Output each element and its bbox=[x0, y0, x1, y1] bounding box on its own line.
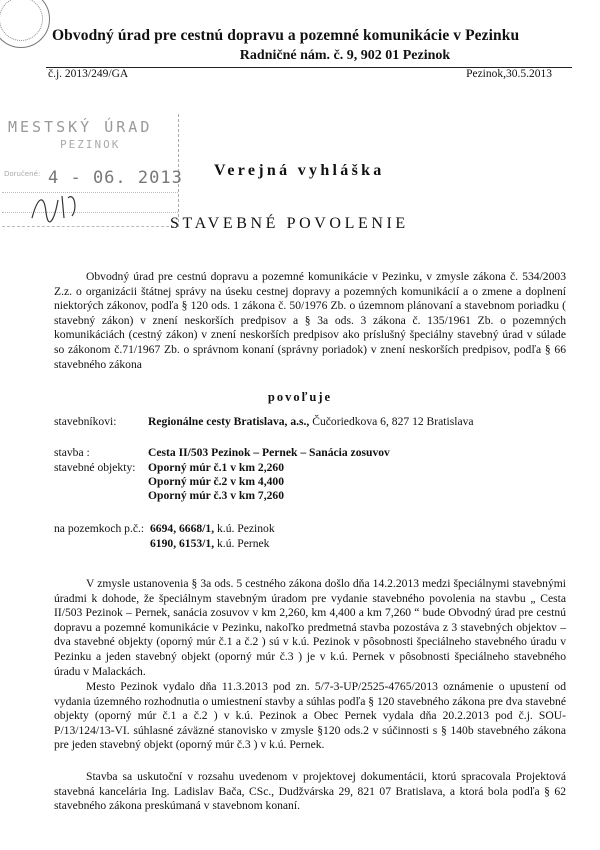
parcel-row bbox=[150, 522, 275, 535]
intro-text: Obvodný úrad pre cestnú dopravu a pozemné komunikácie v Pezinku, v zmysle zákona č. 534/2003 Z.z. o organizácii štátnej správy na úseku cestnej dopravy a pozemných komunikácií a o zmene a doplnení niektorých zákonov, podľa § 120 ods. 1 zákona č. 50/1976 Zb. o územnom plánovaní a stavebnom poriadku ( stavebný zákon) v znení neskorších predpisov a § 3a ods. 3 zákona č. 135/1961 Zb. o pozemných komunikáciách (cestný zákon) v znení neskorších predpisov ako príslušný špeciálny stavebný úrad v súlade so zákonom č.71/1967 Zb. o správnom konaní (správny poriadok) v znení neskorších predpisov, podľa § 66 stavebného zákona bbox=[54, 270, 566, 371]
reference-number: č.j. 2013/249/GA bbox=[48, 68, 129, 80]
body-text: V zmysle ustanovenia § 3a ods. 5 cestného zákona došlo dňa 14.2.2013 medzi špeciálnymi stavebnými úradmi k dohode, že špeciálnym stavebným úradom pre vydanie stavebného povolenia na stavbu „ Cesta II/503 Pezinok – Pernek, sanácia zosuvov v km 2,260, km 4,400 a km 7,260 “ bude Obvodný úrad pre cestnú dopravu a pozemné komunikácie v Pezinku, nakoľko predmetná stavba pozostáva z 3 stavebných objektov – dva stavebné objekty (oporný múr č.1 a č.2 ) sú v k.ú. Pezinok v pôsobnosti špeciálneho stavebného úradu v Pezinku a jeden stavebný objekt (oporný múr č.3 ) je v k.ú. Pernek v pôsobnosti špeciálneho stavebného úradu v Malackách. bbox=[54, 577, 566, 678]
stamp-label: Doručené: bbox=[4, 170, 41, 178]
body-paragraph-2 bbox=[54, 680, 566, 753]
handwritten-signature bbox=[28, 188, 88, 228]
parcel-row bbox=[150, 537, 269, 550]
builder-name: Regionálne cesty Bratislava, a.s., bbox=[148, 415, 310, 428]
office-name: Obvodný úrad pre cestnú dopravu a pozemné komunikácie v Pezinku bbox=[52, 27, 520, 44]
objects-label: stavebné objekty: bbox=[54, 461, 136, 474]
permit-title: STAVEBNÉ POVOLENIE bbox=[170, 215, 409, 232]
builder-label: stavebníkovi: bbox=[54, 415, 117, 428]
body-paragraph-1 bbox=[54, 577, 566, 679]
stamp-city: PEZINOK bbox=[60, 138, 121, 151]
parcel-numbers: 6190, 6153/1, bbox=[150, 537, 215, 550]
object-item: Oporný múr č.1 v km 2,260 bbox=[148, 461, 285, 474]
parcel-numbers: 6694, 6668/1, bbox=[150, 522, 215, 535]
stamp-title: MESTSKÝ ÚRAD bbox=[8, 118, 153, 136]
object-item: Oporný múr č.3 v km 7,260 bbox=[148, 489, 285, 502]
intro-paragraph bbox=[54, 270, 566, 372]
builder-address: Čučoriedkova 6, 827 12 Bratislava bbox=[312, 415, 474, 428]
builder-value bbox=[148, 415, 474, 428]
office-seal bbox=[0, 0, 50, 48]
public-notice-title: Verejná vyhláška bbox=[214, 162, 385, 179]
parcels-label: na pozemkoch p.č.: bbox=[54, 522, 145, 535]
parcel-area: k.ú. Pezinok bbox=[214, 522, 275, 535]
decision-heading: povoľuje bbox=[267, 390, 333, 404]
body-text: Stavba sa uskutoční v rozsahu uvedenom v projektovej dokumentácii, ktorú spracovala Projektová stavebná kancelária Ing. Ladislav Bača, CSc., Dudžvárska 29, 821 07 Bratislava, a ktorá bola podľa § 62 stavebného zákona preskúmaná v stavebnom konaní. bbox=[54, 770, 566, 813]
parcel-area: k.ú. Pernek bbox=[214, 537, 270, 550]
object-item: Oporný múr č.2 v km 4,400 bbox=[148, 475, 285, 488]
stamp-date: 4 - 06. 2013 bbox=[48, 168, 183, 188]
body-text: Mesto Pezinok vydalo dňa 11.3.2013 pod zn. 5/7-3-UP/2525-4765/2013 oznámenie o upustení od vydania územného rozhodnutia o umiestnení stavby a súhlas podľa § 120 stavebného zákona pre dva stavebné objekty (oporný múr č.1 a č.2 ) v k.ú. Pezinok a Obec Pernek vydala dňa 20.2.2013 pod č.j. SOU-P/13/124/13-VI. súhlasné záväzné stanovisko v zmysle §120 ods.2 v súčinnosti s § 140b stavebného zákona pre jeden stavebný objekt (oporný múr č.3 ) v k.ú. Pernek. bbox=[54, 680, 566, 752]
construction-label: stavba : bbox=[54, 446, 90, 459]
construction-name: Cesta II/503 Pezinok – Pernek – Sanácia zosuvov bbox=[148, 446, 390, 459]
place-date: Pezinok,30.5.2013 bbox=[466, 68, 552, 80]
office-address: Radničné nám. č. 9, 902 01 Pezinok bbox=[239, 48, 451, 63]
body-paragraph-3 bbox=[54, 770, 566, 814]
